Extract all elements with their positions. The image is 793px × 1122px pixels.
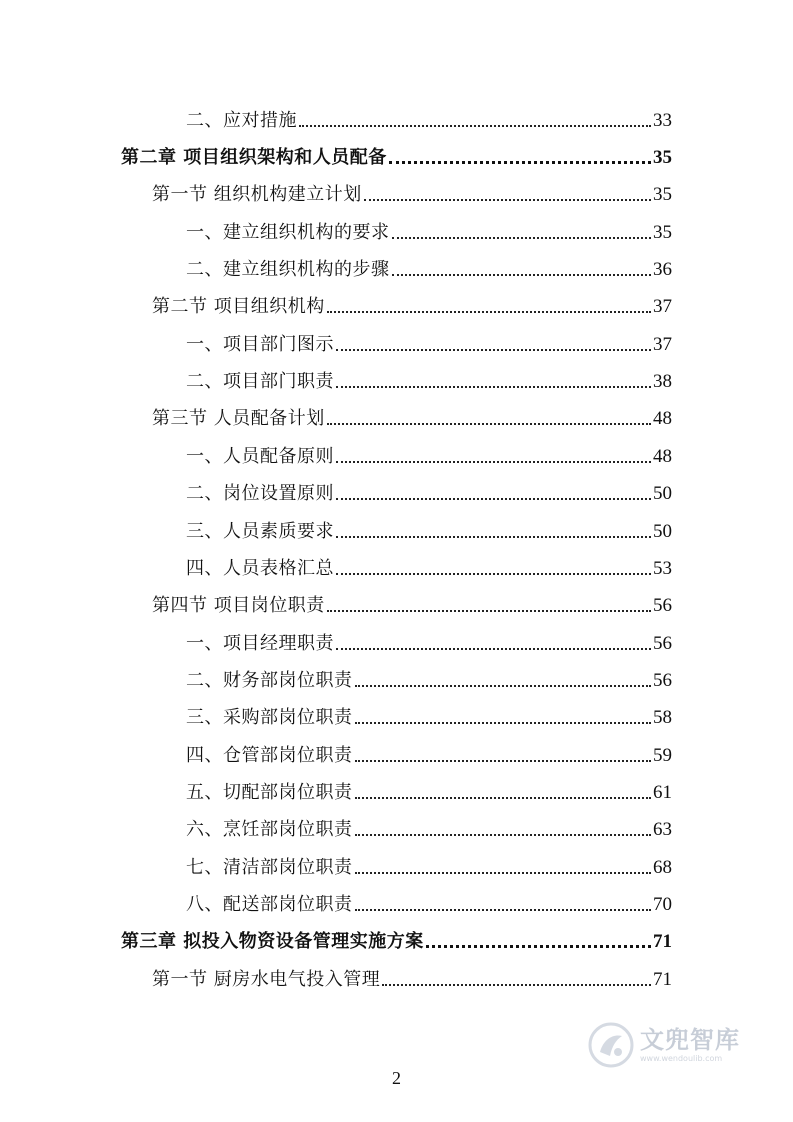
toc-entry-title: 四、仓管部岗位职责 — [186, 745, 353, 766]
toc-entry-page: 50 — [653, 521, 672, 542]
toc-dot-leader — [355, 872, 652, 874]
toc-entry-title: 七、清洁部岗位职责 — [186, 857, 353, 878]
toc-dot-leader — [355, 685, 652, 687]
toc-entry-title: 第三节 人员配备计划 — [152, 408, 325, 429]
toc-entry-title: 一、项目经理职责 — [186, 633, 334, 654]
toc-entry-title: 第一节 组织机构建立计划 — [152, 184, 362, 205]
toc-dot-leader — [336, 461, 651, 463]
watermark-name: 文兜智库 — [640, 1025, 740, 1054]
toc-dot-leader — [392, 237, 652, 239]
watermark-url: www.wendoulib.com — [640, 1053, 723, 1063]
toc-entry[interactable] — [121, 929, 672, 953]
toc-entry-page: 70 — [653, 894, 672, 915]
toc-entry[interactable] — [186, 855, 672, 879]
toc-entry-title: 三、人员素质要求 — [186, 521, 334, 542]
toc-dot-leader — [336, 386, 651, 388]
toc-dot-leader — [355, 834, 652, 836]
toc-dot-leader — [389, 161, 651, 164]
toc-dot-leader — [355, 797, 652, 799]
toc-entry-page: 61 — [653, 782, 672, 803]
toc-dot-leader — [355, 722, 652, 724]
toc-entry-page: 35 — [653, 222, 672, 243]
toc-entry[interactable] — [152, 967, 672, 991]
toc-dot-leader — [327, 610, 651, 612]
toc-entry[interactable] — [186, 481, 672, 505]
toc-entry[interactable] — [152, 406, 672, 430]
toc-entry-page: 50 — [653, 483, 672, 504]
toc-entry[interactable] — [186, 108, 672, 132]
toc-entry[interactable] — [186, 892, 672, 916]
toc-entry-title: 二、应对措施 — [186, 110, 297, 131]
toc-dot-leader — [336, 648, 651, 650]
toc-entry-page: 71 — [653, 969, 672, 990]
toc-entry[interactable] — [186, 332, 672, 356]
toc-dot-leader — [336, 349, 651, 351]
toc-entry-title: 五、切配部岗位职责 — [186, 782, 353, 803]
toc-dot-leader — [382, 984, 651, 986]
toc-entry-page: 56 — [653, 595, 672, 616]
toc-entry[interactable] — [152, 593, 672, 617]
toc-dot-leader — [336, 498, 651, 500]
toc-entry-title: 第三章 拟投入物资设备管理实施方案 — [121, 931, 424, 952]
toc-entry-title: 二、建立组织机构的步骤 — [186, 259, 390, 280]
toc-entry-page: 48 — [653, 408, 672, 429]
toc-entry-title: 二、岗位设置原则 — [186, 483, 334, 504]
toc-entry-page: 38 — [653, 371, 672, 392]
toc-entry[interactable] — [186, 519, 672, 543]
toc-entry-title: 第四节 项目岗位职责 — [152, 595, 325, 616]
toc-entry[interactable] — [186, 743, 672, 767]
toc-entry-title: 二、项目部门职责 — [186, 371, 334, 392]
toc-dot-leader — [336, 536, 651, 538]
toc-entry-title: 一、项目部门图示 — [186, 334, 334, 355]
toc-entry-title: 第二章 项目组织架构和人员配备 — [121, 147, 387, 168]
toc-entry-page: 56 — [653, 670, 672, 691]
toc-entry[interactable] — [186, 444, 672, 468]
toc-entry-title: 一、人员配备原则 — [186, 446, 334, 467]
toc-dot-leader — [327, 311, 651, 313]
toc-entry[interactable] — [121, 145, 672, 169]
watermark-text — [640, 1025, 740, 1063]
page-number: 2 — [392, 1068, 401, 1088]
toc-entry-page: 48 — [653, 446, 672, 467]
toc-entry-title: 一、建立组织机构的要求 — [186, 222, 390, 243]
toc-entry[interactable] — [152, 182, 672, 206]
toc-entry[interactable] — [186, 817, 672, 841]
toc-entry-title: 第二节 项目组织机构 — [152, 296, 325, 317]
toc-entry-title: 八、配送部岗位职责 — [186, 894, 353, 915]
toc-entry-title: 三、采购部岗位职责 — [186, 707, 353, 728]
toc-entry[interactable] — [186, 705, 672, 729]
toc-dot-leader — [364, 199, 651, 201]
toc-entry-page: 71 — [653, 931, 672, 952]
toc-entry[interactable] — [186, 257, 672, 281]
toc-entry-page: 37 — [653, 296, 672, 317]
toc-entry-page: 36 — [653, 259, 672, 280]
toc-entry[interactable] — [186, 668, 672, 692]
toc-entry-page: 58 — [653, 707, 672, 728]
toc-entry-page: 35 — [653, 147, 672, 168]
watermark-logo-icon — [588, 1022, 634, 1068]
toc-dot-leader — [336, 573, 651, 575]
toc-entry[interactable] — [186, 556, 672, 580]
toc-entry-page: 33 — [653, 110, 672, 131]
toc-dot-leader — [426, 945, 651, 948]
toc-entry-page: 68 — [653, 857, 672, 878]
toc-dot-leader — [392, 274, 652, 276]
toc-entry[interactable] — [186, 220, 672, 244]
toc-entry[interactable] — [186, 780, 672, 804]
toc-entry-page: 56 — [653, 633, 672, 654]
watermark — [588, 1018, 758, 1072]
toc-dot-leader — [355, 760, 652, 762]
toc-entry-page: 63 — [653, 819, 672, 840]
toc-entry-page: 59 — [653, 745, 672, 766]
toc-dot-leader — [299, 125, 651, 127]
toc-entry-title: 六、烹饪部岗位职责 — [186, 819, 353, 840]
toc-entry-title: 二、财务部岗位职责 — [186, 670, 353, 691]
toc-dot-leader — [327, 423, 651, 425]
toc-entry[interactable] — [152, 294, 672, 318]
toc-entry[interactable] — [186, 369, 672, 393]
toc-entry-page: 37 — [653, 334, 672, 355]
toc-entry[interactable] — [186, 631, 672, 655]
toc-entry-title: 四、人员表格汇总 — [186, 558, 334, 579]
toc-entry-page: 53 — [653, 558, 672, 579]
toc-dot-leader — [355, 909, 652, 911]
toc-entry-title: 第一节 厨房水电气投入管理 — [152, 969, 381, 990]
toc-entry-page: 35 — [653, 184, 672, 205]
